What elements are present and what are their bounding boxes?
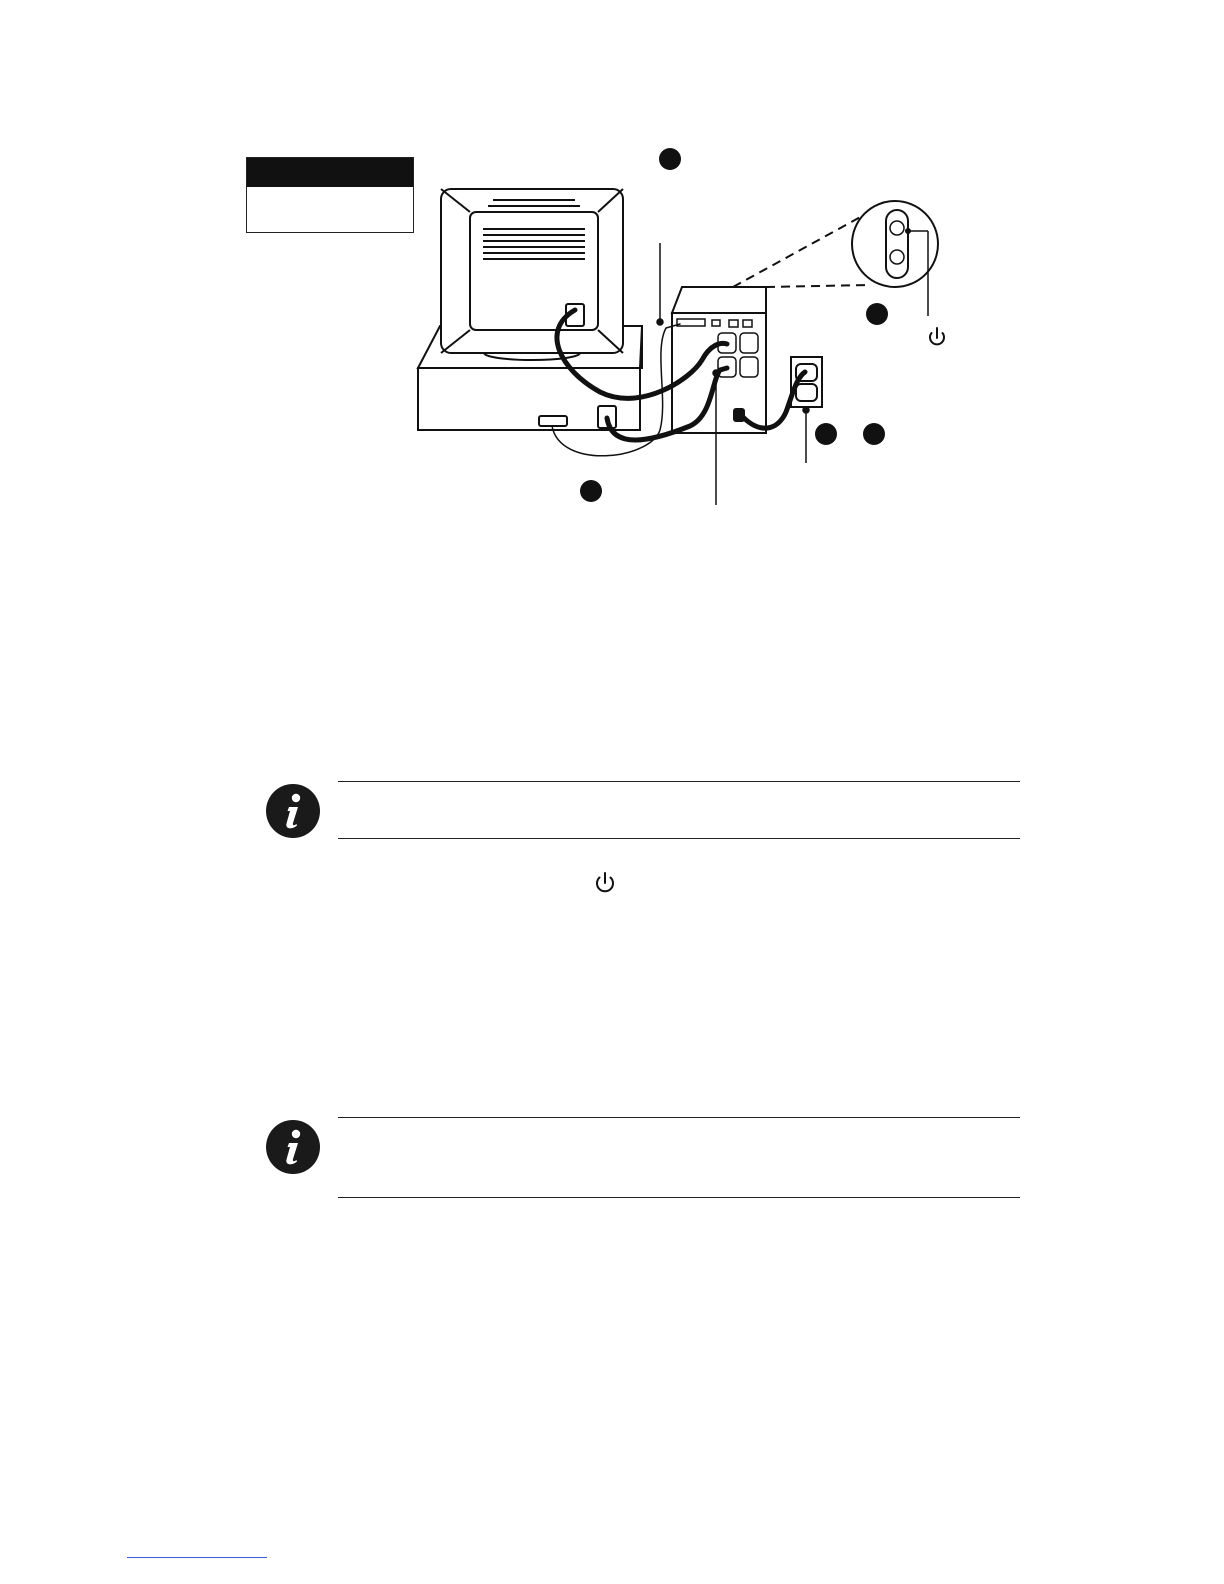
callout-right-lower-a (815, 423, 837, 445)
power-icon (930, 328, 944, 344)
note-1-bottom-rule (338, 838, 1020, 839)
info-icon (265, 1119, 321, 1175)
ups-installation-diagram (0, 0, 1224, 560)
callout-right-lower-b (863, 423, 885, 445)
callout-right-upper (866, 303, 888, 325)
power-icon (593, 871, 617, 895)
info-icon (265, 783, 321, 839)
footer-rule (127, 1557, 267, 1558)
monitor (441, 189, 623, 360)
note-2-bottom-rule (338, 1197, 1020, 1198)
callout-bottom (580, 480, 602, 502)
note-2-top-rule (338, 1117, 1020, 1118)
callout-top (659, 148, 681, 170)
note-1-top-rule (338, 781, 1020, 782)
